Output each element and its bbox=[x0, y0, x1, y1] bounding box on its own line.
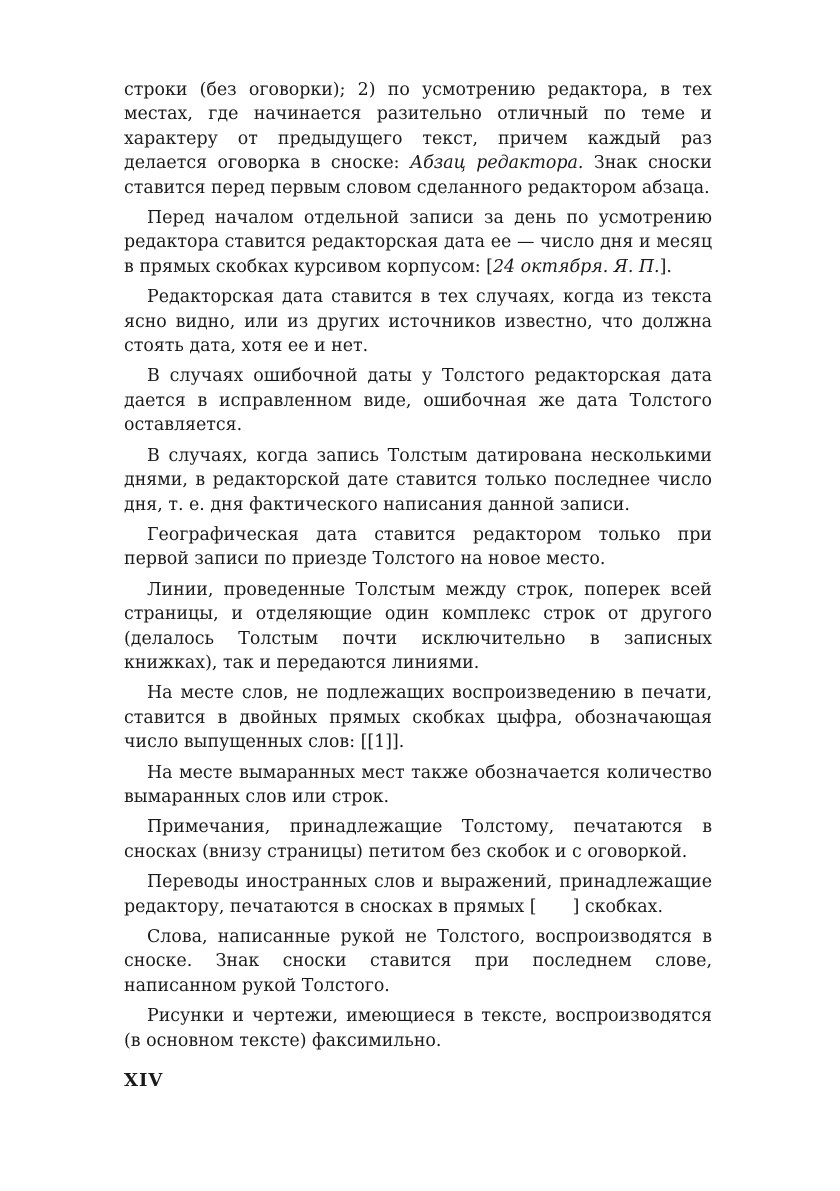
paragraph: Переводы иностранных слов и выражений, принадлежащие редактору, печатаются в сносках в прямых [ ] скобках. bbox=[124, 872, 712, 917]
italic-phrase: 24 октября. Я. П. bbox=[492, 256, 660, 277]
paragraph: Линии, проведенные Толстым между строк, поперек всей страницы, и отделяющие один комплекс строк от другого (делалось Толстым почти исключительно в записных книжках), так и передаются линиями. bbox=[124, 579, 712, 673]
page-body bbox=[124, 78, 712, 1059]
paragraph: Примечания, принадлежащие Толстому, печатаются в сносках (внизу страницы) петитом без скобок и с оговоркой. bbox=[124, 817, 712, 862]
paragraph: На месте вымаранных мест также обозначается количество вымаранных слов или строк. bbox=[124, 762, 712, 807]
italic-phrase: Абзац редактора. bbox=[409, 153, 584, 174]
paragraph: В случаях, когда запись Толстым датирована несколькими днями, в редакторской дате ставится только последнее число дня, т. е. дня фактического написания данной записи. bbox=[124, 445, 712, 515]
paragraph: строки (без оговорки); 2) по усмотрению редактора, в тех местах, где начинается разительно отличный по теме и характеру от предыдущего текст, причем каждый раз делается оговорка в сноске: Абзац редактора. Знак сноски ставится перед первым словом сделанного редактором абзаца. bbox=[124, 80, 712, 198]
paragraph: Слова, написанные рукой не Толстого, воспроизводятся в сноске. Знак сноски ставится при последнем слове, написанном рукой Толстого. bbox=[124, 927, 712, 996]
paragraph: Перед началом отдельной записи за день по усмотрению редактора ставится редакторская дата ее — число дня и месяц в прямых скобках курсивом корпусом: [24 октября. Я. П.]. bbox=[124, 208, 712, 277]
paragraph: Редакторская дата ставится в тех случаях, когда из текста ясно видно, или из других источников известно, что должна стоять дата, хотя ее и нет. bbox=[124, 287, 712, 357]
paragraph: Рисунки и чертежи, имеющиеся в тексте, воспроизводятся (в основном тексте) факсимильно. bbox=[124, 1006, 712, 1051]
paragraph: В случаях ошибочной даты у Толстого редакторская дата дается в исправленном виде, ошибочная же дата Толстого оставляется. bbox=[124, 366, 712, 436]
paragraph: На месте слов, не подлежащих воспроизведению в печати, ставится в двойных прямых скобках цыфра, обозначающая число выпущенных слов: [[1]]. bbox=[124, 683, 712, 753]
page-number: XIV bbox=[124, 1070, 164, 1091]
paragraph: Географическая дата ставится редактором только при первой записи по приезде Толстого на новое место. bbox=[124, 524, 712, 570]
